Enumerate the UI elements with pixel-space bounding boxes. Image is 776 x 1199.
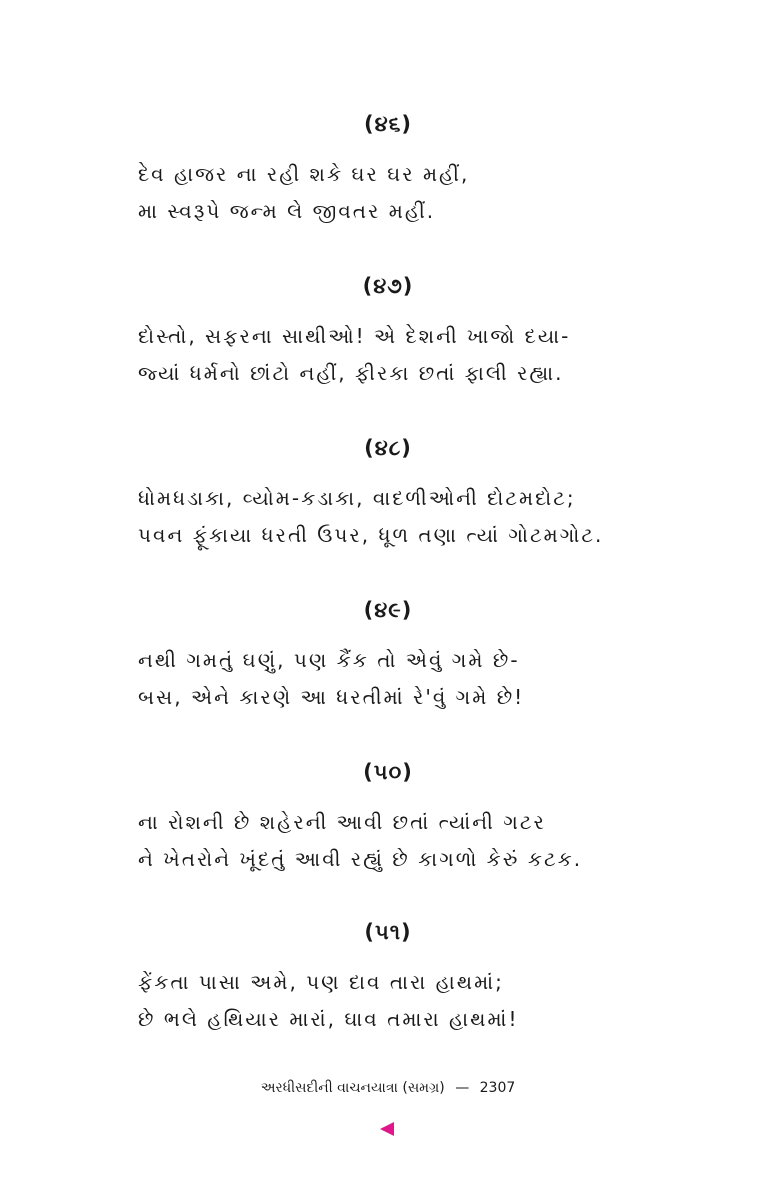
verse-line: બસ, એને કારણે આ ધરતીમાં રે'વું ગમે છે! <box>138 685 525 709</box>
verse-line: ને ખેતરોને ખૂંદતું આવી રહ્યું છે કાગળો કેરું કટક. <box>138 847 583 871</box>
triangle-left-icon[interactable] <box>380 1122 394 1136</box>
verse-line: નથી ગમતું ઘણું, પણ કૈંક તો એવું ગમે છે- <box>138 648 520 672</box>
page-footer <box>0 1080 776 1096</box>
verse-line: ફેંકતા પાસા અમે, પણ દાવ તારા હાથમાં; <box>138 970 504 994</box>
verse-line: મા સ્વરૂપે જન્મ લે જીવતર મહીં. <box>138 199 436 223</box>
stanza-number: (૫૦) <box>363 760 413 784</box>
stanza-number: (૪૬) <box>364 112 412 136</box>
stanza-number: (૪૭) <box>362 274 414 298</box>
verse-line: ના રોશની છે શહેરની આવી છતાં ત્યાંની ગટર <box>138 810 546 834</box>
verse-line: દેવ હાજર ના રહી શકે ઘર ઘર મહીં, <box>138 162 470 186</box>
stanza-number: (૪૮) <box>364 436 412 460</box>
stanza-number: (૪૯) <box>363 598 413 622</box>
verse-line: છે ભલે હથિયાર મારાં, ઘાવ તમારા હાથમાં! <box>138 1007 519 1031</box>
verse-line: પવન ફૂંકાયા ધરતી ઉપર, ધૂળ તણા ત્યાં ગોટમગોટ. <box>138 523 604 547</box>
verse-line: ધોમધડાકા, વ્યોમ-કડાકા, વાદળીઓની દોટમદોટ; <box>138 486 576 510</box>
book-title: અરધીસદીની વાચનયાત્રા (સમગ્ર) <box>260 1080 445 1096</box>
page-number: 2307 <box>479 1080 516 1096</box>
verse-line: દોસ્તો, સફરના સાથીઓ! એ દેશની ખાજો દયા- <box>138 324 571 348</box>
verse-line: જ્યાં ધર્મનો છાંટો નહીં, ફીરકા છતાં ફાલી રહ્યા. <box>138 361 564 385</box>
stanza-number: (૫૧) <box>364 920 412 944</box>
footer-separator: — <box>455 1080 470 1096</box>
